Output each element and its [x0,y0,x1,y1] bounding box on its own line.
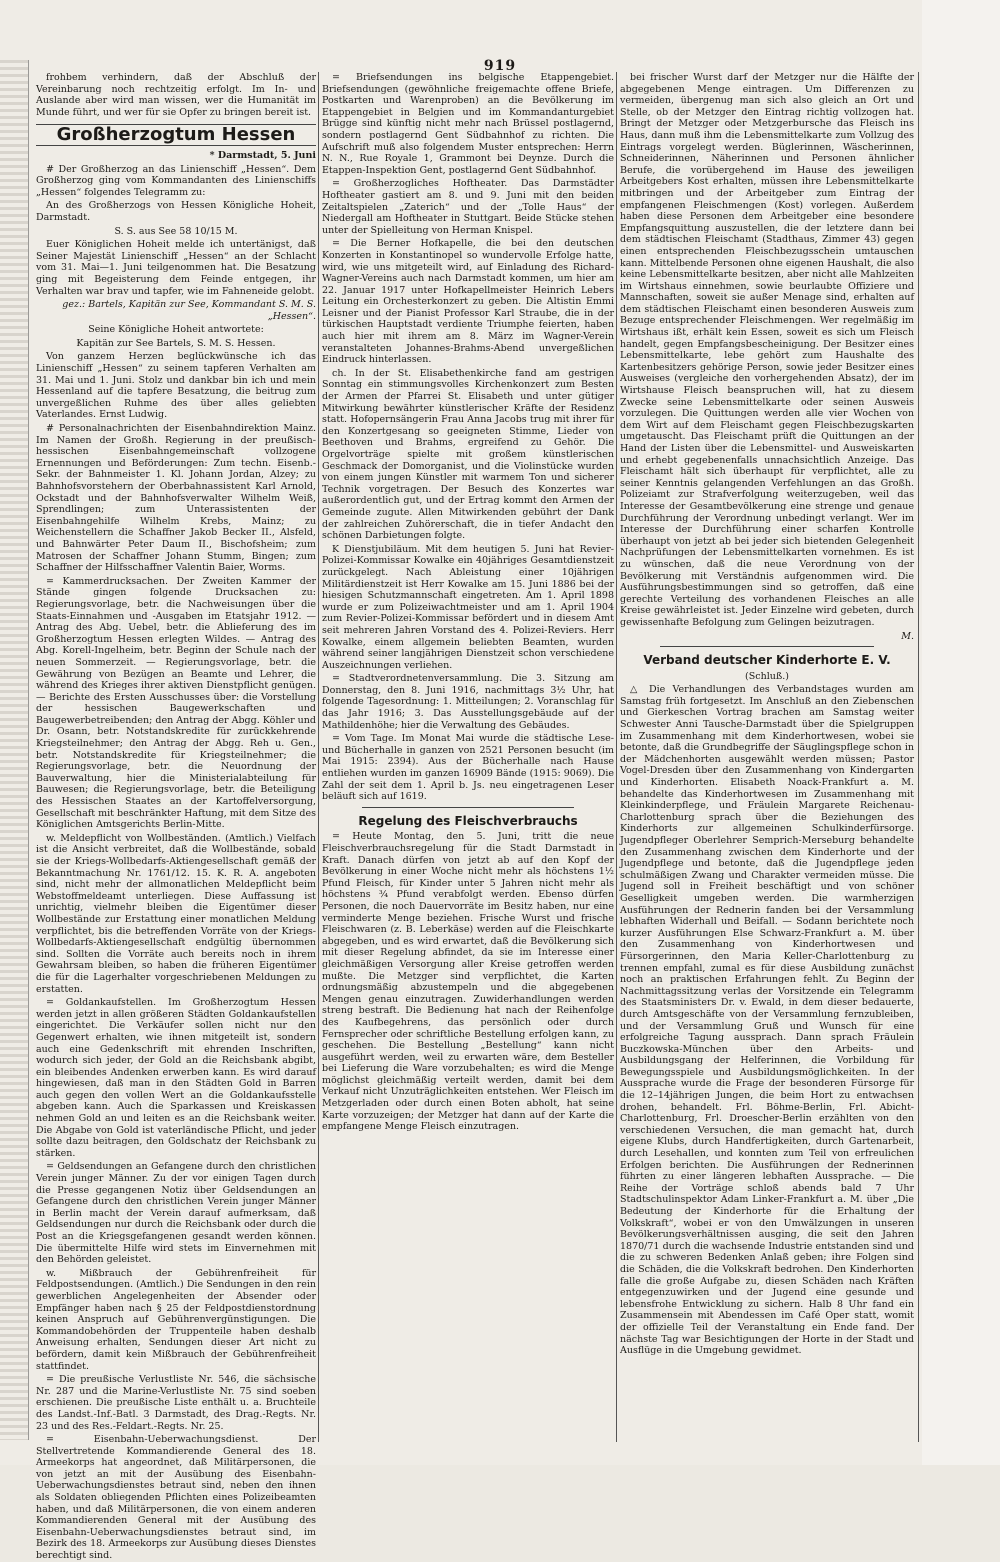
article-text: = Goldankaufstellen. Im Großherzogtum Hessen werden jetzt in allen größeren Städten Goldankaufstellen eingerichtet. Die Verkäufer sollen nicht nur den Gegenwert erhalten, wie ihnen mitgeteilt ist, sondern auch eine Gedenkschrift mit ehrenden Inschriften, wodurch sich jeder, der Gold an die Reichsbank abgibt, ein bleibendes Andenken erwerben kann. Es wird darauf hingewiesen, daß man in den Städten Gold in Barren auch gegen den vollen Wert an die Goldankaufsstelle abgeben kann. Auch die Sparkassen und Kreiskassen nehmen Gold an und leiten es an die Reichsbank weiter. Die Abgabe von Gold ist vaterländische Pflicht, und jeder sollte dazu beitragen, den Goldschatz der Reichsbank zu stärken. [36,997,316,1159]
column-1 [36,72,316,1562]
divider [362,807,574,808]
article-text: Von ganzem Herzen beglückwünsche ich das Linienschiff „Hessen“ zu seinem tapferen Verhalten am 31. Mai und 1. Juni. Stolz und dankbar bin ich und mein Hessenland auf die tapfere Besatzung, die beitrug zum unvergeßlichen Ruhme des über alles geliebten Vaterlandes. Ernst Ludwig. [36,351,316,421]
article-text: = Großherzogliches Hoftheater. Das Darmstädter Hoftheater gastiert am 8. und 9. Juni mit den beiden Zeitaltspielen „Zaterich“ und der „Tolle Haus“ der Niedergall am Hoftheater in Stuttgart. Beide Stücke stehen unter der Spielleitung von Herman Knispel. [322,178,614,236]
article-heading: Verband deutscher Kinderhorte E. V. [643,653,891,668]
column-rule [616,72,617,1442]
article-text: S. S. aus See 58 10/15 M. [114,225,238,237]
column-rule [918,72,919,1442]
column-2 [322,72,614,1442]
article-text: △ Die Verhandlungen des Verbandstages wurden am Samstag früh fortgesetzt. Im Anschluß an den Ziebenschen und Gierkeschen Vortrag brachen am Samstag weiter Schwester Anni Tausche-Darmstadt über die Spielgruppen im Zusammenhang mit dem Kinderhortwesen, wobei sie betonte, daß die Grundbegriffe der Säuglingspflege schon in der Mädchenhorten ausgewählt werden müssen; Pastor Vogel-Dresden über den Zusammenhang von Kindergarten und Kinderhorten. Elisabeth Noack-Frankfurt a. M. behandelte das Kinderhortwesen im Zusammenhang mit Kleinkinderpflege, und Fräulein Margarete Reichenau-Charlottenburg sprach über die Beziehungen des Kinderhorts zur allgemeinen Schulkinderfürsorge. Jugendpfleger Oberlehrer Semprich-Merseburg behandelte den Zusammenhang zwischen dem Kinderhorte und der Jugendpflege und betonte, daß die Jugendpflege jeden schulmäßigen Zwang und Charakter vermeiden müsse. Die Jugend soll in Freiheit beschäftigt und von schöner Geselligkeit umgeben werden. Die warmherzigen Ausführungen der Rednerin fanden bei der Versammlung lebhaften Widerhall und Beifall. — Sodann berichtete noch kurzer Ausführungen Else Schwarz-Frankfurt a. M. über den Zusammenhang von Kinderhortwesen und Fürsorgerinnen, den Maria Keller-Charlottenburg zu trennen empfahl, zumal es für diese Ausbildung zunächst noch an praktischen Erfahrungen fehlt. Zu Beginn der Nachmittagssitzung verlas der Vorsitzende ein Telegramm des Staatsministers Dr. v. Ewald, in dem dieser bedauerte, durch Amtsgeschäfte von der Versammlung fernzubleiben, und der Versammlung Gruß und Wunsch für eine erfolgreiche Tagung aussprach. Dann sprach Fräulein Buczkowska-München über den Arbeits- und Ausbildungsgang der Helferinnen, die Vorbildung für Bewegungsspiele und Ausbildungsmöglichkeiten. In der Aussprache wurde die Frage der besonderen Fürsorge für die 12–14jährigen Jungen, die beim Hort zu entwachsen drohen, behandelt. Frl. Böhme-Berlin, Frl. Abicht-Charlottenburg, Frl. Droescher-Berlin erzählten von den verschiedenen Versuchen, die man gemacht hat, durch eigene Klubs, durch Handfertigkeiten, durch Gartenarbeit, durch Lesehallen, und konnten zum Teil von erfreulichen Erfolgen berichten. Die Ausführungen der Rednerinnen führten zu einer längeren lebhaften Aussprache. — Die Reihe der Vorträge schloß abends bald 7 Uhr Stadtschulinspektor Adam Linker-Frankfurt a. M. über „Die Bedeutung der Kinderhorte für die Erhaltung der Volkskraft“, wobei er von den Umwälzungen in unseren Bevölkerungsverhältnissen ausging, die seit den Jahren 1870/71 durch die wachsende Industrie entstanden sind und die zu schweren Bedenken Anlaß geben; ihre Folgen sind die Schäden, die die Volkskraft bedrohen. Den Kinderhorten falle die große Aufgabe zu, diesen Schäden nach Kräften entgegenzuwirken und der Jugend eine gesunde und lebensfrohe Entwicklung zu sichern. Halb 8 Uhr fand ein Zusammensein mit Abendessen im Café Oper statt, womit der offizielle Teil der Veranstaltung ein Ende fand. Der nächste Tag war Besichtigungen der Horte in der Stadt und Ausflüge in die Umgebung gewidmet. [620,684,914,1357]
article-text: = Die preußische Verlustliste Nr. 546, die sächsische Nr. 287 und die Marine-Verlustliste Nr. 75 sind soeben erschienen. Die preußische Liste enthält u. a. Bruchteile des Landst.-Inf.-Batl. 3 Darmstadt, des Drag.-Regts. Nr. 23 und des Res.-Feldart.-Regts. Nr. 25. [36,1374,316,1432]
article-subheading: (Schluß.) [745,670,789,682]
article-text: = Stadtverordnetenversammlung. Die 3. Sitzung am Donnerstag, den 8. Juni 1916, nachmittags 3½ Uhr, hat folgende Tagesordnung: 1. Mitteilungen; 2. Voranschlag für das Jahr 1916; 3. Das Ausstellungsgebäude auf der Mathildenhöhe; hier die Verwaltung des Gebäudes. [322,673,614,731]
article-text: = Kammerdrucksachen. Der Zweiten Kammer der Stände gingen folgende Drucksachen zu: Regierungsvorlage, betr. die Nachweisungen über die Staats-Einnahmen und -Ausgaben im Etatsjahr 1912. — Antrag des Abg. Uebel, betr. die Ablieferung des im Großherzogtum Hessen erlegten Wildes. — Antrag des Abg. Korell-Ingelheim, betr. Beginn der Schule nach der neuen Sommerzeit. — Regierungsvorlage, betr. die Gewährung von Bezügen an Beamte und Lehrer, die während des Krieges ihrer aktiven Dienstpflicht genügen. — Berichte des Ersten Ausschusses über: die Vorstellung der hessischen Baugewerkschaften und Baugewerbetreibenden; den Antrag der Abgg. Köhler und Dr. Osann, betr. Notstandskredite für zurückkehrende Kriegsteilnehmer; den Antrag der Abgg. Reh u. Gen., betr. Notstandskredite für Kriegsteilnehmer; die Regierungsvorlage, betr. die Neuordnung der Bauverwaltung, hier die Ministerialabteilung für Bauwesen; die Regierungsvorlage, betr. die Beteiligung des Hessischen Staates an der Kartoffelversorgung, Gesellschaft mit beschränkter Haftung, mit dem Sitze des Königlichen Amtsgerichts Berlin-Mitte. [36,575,316,831]
author-initial: M. [901,630,914,642]
article-text: frohbem verhindern, daß der Abschluß der Vereinbarung noch rechtzeitig erfolgt. Im In- und Auslande aber wird man wissen, wer die Humanität im Munde führt, und wer für sie Opfer zu bringen bereit ist. [36,72,316,118]
article-text: = Die Berner Hofkapelle, die bei den deutschen Konzerten in Konstantinopel so wundervolle Erfolge hatte, wird, wie uns mitgeteilt wird, auf Einladung des Richard-Wagner-Vereins auch nach Darmstadt kommen, um hier am 22. Januar 1917 unter Hofkapellmeister Heinrich Lebers Leitung ein Orchesterkonzert zu geben. Die Altistin Emmi Leisner und der Pianist Professor Karl Straube, die in der türkischen Hauptstadt verdiente Triumphe feierten, haben auch hier mit ihrem am 8. März im Wagner-Verein veranstalteten Johannes-Brahms-Abend unvergeßlichen Eindruck hinterlassen. [322,238,614,366]
signature-line: gez.: Bartels, Kapitän zur See, Kommandant S. M. S. „Hessen“. [62,299,316,322]
article-text: ch. In der St. Elisabethenkirche fand am gestrigen Sonntag ein stimmungsvolles Kirchenkonzert zum Besten der Armen der Pfarrei St. Elisabeth und unter gütiger Mitwirkung bewährter künstlerischer Kräfte der Residenz statt. Hofopernsängerin Frau Anna Jacobs trug mit ihrer für den Konzertgesang so geeigneten Stimme, Lieder von Beethoven und Brahms, ergreifend zu Gehör. Die Orgelvorträge spielte mit großem künstlerischen Geschmack der Domorganist, und die Violinstücke wurden von einem jungen Künstler mit warmem Ton und sicherer Technik vorgetragen. Der Besuch des Konzertes war außerordentlich gut, und der Ertrag kommt den Armen der Gemeinde zugute. Allen Mitwirkenden gebührt der Dank der zahlreichen Zuhörerschaft, die in tiefer Andacht den schönen Darbietungen folgte. [322,367,614,542]
article-text: Kapitän zur See Bartels, S. M. S. Hessen. [76,337,276,349]
adjacent-page-edge [0,60,29,1440]
article-text: = Heute Montag, den 5. Juni, tritt die neue Fleischverbrauchsregelung für die Stadt Darmstadt in Kraft. Danach dürfen von jetzt ab auf den Kopf der Bevölkerung in einer Woche nicht mehr als höchstens 1½ Pfund Fleisch, für Kinder unter 5 Jahren nicht mehr als höchstens ¾ Pfund verabfolgt werden. Ebenso dürfen Personen, die noch Dauervorräte im Besitz haben, nur eine verminderte Menge beziehen. Frische Wurst und frische Fleischwaren (z. B. Leberkäse) werden auf die Fleischkarte abgegeben, und es wird erwartet, daß die Bevölkerung sich mit dieser Regelung abfindet, da sie im Interesse einer gleichmäßigen Versorgung aller Kreise getroffen werden mußte. Die Metzger sind verpflichtet, die Karten ordnungsmäßig abzustempeln und die abgegebenen Mengen genau einzutragen. Zuwiderhandlungen werden streng bestraft. Die Bedienung hat nach der Reihenfolge des Kaufbegehrens, das persönlich oder durch Fernsprecher oder schriftliche Bestellung erfolgen kann, zu geschehen. Die Bestellung „Bestellung“ kann nicht ausgeführt werden, weil zu erwarten wäre, dem Besteller bei Lieferung die Ware vorzubehalten; es wird die Menge möglichst gleichmäßig verteilt werden, damit bei dem Verkauf nicht Unzuträglichkeiten entstehen. Wer Fleisch im Metzgerladen oder durch einen Boten abholt, hat seine Karte vorzuzeigen; der Metzger hat dann auf der Karte die empfangene Menge Fleisch einzutragen. [322,831,614,1133]
article-text: = Vom Tage. Im Monat Mai wurde die städtische Lese- und Bücherhalle in ganzen von 2521 Personen besucht (im Mai 1915: 2394). Aus der Bücherhalle nach Hause entliehen wurden im ganzen 16909 Bände (1915: 9069). Die Zahl der seit dem 1. April b. Js. neu eingetragenen Leser beläuft sich auf 1619. [322,733,614,803]
article-text: Euer Königlichen Hoheit melde ich untertänigst, daß Seiner Majestät Linienschiff „Hessen“ an der Schlacht vom 31. Mai—1. Juni teilgenommen hat. Die Besatzung ging mit Begeisterung dem Feinde entgegen, ihr Verhalten war brav und tapfer, wie im Fahneneide gelobt. [36,239,316,297]
page-margin [922,0,1000,1465]
article-text: w. Mißbrauch der Gebührenfreiheit für Feldpostsendungen. (Amtlich.) Die Sendungen in den rein gewerblichen Angelegenheiten der Absender oder Empfänger haben nach § 25 der Feldpostdienstordnung keinen Anspruch auf Gebührenvergünstigungen. Die Kommandobehörden der Truppenteile haben deshalb Anweisung erhalten, Sendungen dieser Art nicht zu befördern, damit kein Mißbrauch der Gebührenfreiheit stattfindet. [36,1267,316,1372]
article-text: = Eisenbahn-Ueberwachungsdienst. Der Stellvertretende Kommandierende General des 18. Armeekorps hat angeordnet, daß Militärpersonen, die von jetzt an mit der Ausübung des Eisenbahn-Ueberwachungsdienstes betraut sind, neben den ihnen als Soldaten obliegenden Pflichten eines Polizeibeamten haben, und daß Militärpersonen, die von einem anderen Kommandierenden General mit der Ausübung des Eisenbahn-Ueberwachungsdienstes betraut sind, im Bezirk des 18. Armeekorps zur Ausübung dieses Dienstes berechtigt sind. [36,1434,316,1562]
section-heading: Großherzogtum Hessen [36,124,316,146]
column-3 [620,72,914,1442]
article-text: bei frischer Wurst darf der Metzger nur die Hälfte der abgegebenen Menge eintragen. Um Differenzen zu vermeiden, übergenug man sich also gleich an Ort und Stelle, ob der Metzger den Eintrag richtig vollzogen hat. Bringt der Metzger oder Metzgerbursche das Fleisch ins Haus, dann muß ihm die Lebensmittelkarte zum Vollzug des Eintrags vorgelegt werden. Büglerinnen, Wäscherinnen, Schneiderinnen, Näherinnen und Personen ähnlicher Berufe, die vorübergehend im Hause des jeweiligen Arbeitgebers Kost erhalten, müssen ihre Lebensmittelkarte mitbringen und der Arbeitgeber zum Eintrag der empfangenen Fleischmengen (Kost) vorlegen. Außerdem haben diese Personen dem Arbeitgeber eine besondere Empfangsquittung auszustellen, die der letztere dann bei dem städtischen Fleischamt (Stadthaus, Zimmer 43) gegen einen entsprechenden Fleischbezugsschein umtauschen kann. Mittelbende Personen ohne eigenen Haushalt, die also keine Lebensmittelkarte besitzen, aber nicht alle Mahlzeiten im Wirtshaus einnehmen, sowie beurlaubte Offiziere und Mannschaften, soweit sie außer Menage sind, erhalten auf dem städtischen Fleischamt einen besonderen Ausweis zum Bezuge entsprechender Fleischmengen. Wer regelmäßig im Wirtshaus ißt, erhält kein Essen, soweit es sich um Fleisch handelt, gegen Empfangsbescheinigung. Der Besitzer eines Lebensmittelkarte, lebe gehört zum Haushalte des Kartenbesitzers gehörige Person, sowie jeder Besitzer eines Ausweises (vergleiche den vorhergehenden Absatz), der im Wirtshause Fleisch beanspruchen will, hat zu diesem Zwecke seine Lebensmittelkarte oder seinen Ausweis vorzulegen. Die Quittungen werden alle vier Wochen von dem Wirt auf dem Fleischamt gegen Fleischbezugskarten umgetauscht. Das Fleischamt prüft die Quittungen an der Hand der Listen über die Lebensmittel- und Ausweiskarten und erhebt gegebenenfalls unnachsichtlich Anzeige. Das Fleischamt hält sich überhaupt für verpflichtet, alle zu seiner Kenntnis gelangenden Verfehlungen an das Großh. Polizeiamt zur Strafverfolgung weiterzugeben, weil das Interesse der Gesamtbevölkerung eine strenge und genaue Durchführung der Verordnung unbedingt verlangt. Wer im Interesse der Durchführung einer scharfen Kontrolle überhaupt von jetzt ab bei jeder sich bietenden Gelegenheit Nachprüfungen der Lebensmittelkarten vornehmen. Es ist zu wünschen, daß die neue Verordnung von der Bevölkerung mit Verständnis aufgenommen wird. Die Ausführungsbestimmungen sind so getroffen, daß eine gerechte Verteilung des vorhandenen Fleisches an alle Kreise gewährleistet ist. Jeder Einzelne wird gebeten, durch gewissenhafte Befolgung zum Gelingen beizutragen. [620,72,914,628]
page-number: 919 [483,58,517,74]
article-text: Seine Königliche Hoheit antwortete: [88,324,264,336]
article-text: # Der Großherzog an das Linienschiff „Hessen“. Dem Großherzog ging vom Kommandanten des Linienschiffs „Hessen“ folgendes Telegramm zu: [36,163,316,198]
article-text: K Dienstjubiläum. Mit dem heutigen 5. Juni hat Revier-Polizei-Kommissar Kowalke ein 40jähriges Gesamtdienstzeit zurückgelegt. Nach Ableistung einer 10jährigen Militärdienstzeit ist Herr Kowalke am 15. Juni 1886 bei der hiesigen Schutzmannschaft eingetreten. Am 1. April 1898 wurde er zum Polizeiwachtmeister und am 1. April 1904 zum Revier-Polizei-Kommissar befördert und in diesem Amt seit mehreren Jahren Vorstand des 4. Polizei-Reviers. Herr Kowalke, einem allgemein beliebten Beamten, wurden während seiner langjährigen Dienstzeit schon verschiedene Auszeichnungen verliehen. [322,543,614,671]
article-text: = Geldsendungen an Gefangene durch den christlichen Verein junger Männer. Zu der vor einigen Tagen durch die Presse gegangenen Notiz über Geldsendungen an Gefangene durch den christlichen Verein junger Männer in Berlin macht der Verein darauf aufmerksam, daß Geldsendungen nur durch die Reichsbank oder durch die Post an die Kriegsgefangenen gesandt werden können. Die übermittelte Hilfe wird stets im Einvernehmen mit den Behörden geleistet. [36,1161,316,1266]
article-text: An des Großherzogs von Hessen Königliche Hoheit, Darmstadt. [36,200,316,223]
dateline: * Darmstadt, 5. Juni [209,149,316,161]
divider [660,646,874,647]
column-rule [318,72,319,1442]
article-heading: Regelung des Fleischverbrauchs [358,813,578,828]
article-text: w. Meldepflicht von Wollbeständen. (Amtlich.) Vielfach ist die Ansicht verbreitet, daß die Wollbestände, sobald sie der Kriegs-Wollbedarfs-Aktiengesellschaft gemäß der Bekanntmachung Nr. 1761/12. 15. K. R. A. angeboten sind, nicht mehr der allmonatlichen Meldepflicht beim Webstoffmeldeamt unterliegen. Diese Auffassung ist unrichtig, vielmehr bleiben die Eigentümer dieser Wollbestände zur Erstattung einer monatlichen Meldung verpflichtet, bis die betreffenden Vorräte von der Kriegs-Wollbedarfs-Aktiengesellschaft endgültig übernommen sind. Sollten die Vorräte auch bereits noch in ihrem Gewahrsam bleiben, so haben die früheren Eigentümer die für die Lagerhalter vorgeschriebenen Meldungen zu erstatten. [36,832,316,995]
article-text: # Personalnachrichten der Eisenbahndirektion Mainz. Im Namen der Großh. Regierung in der preußisch-hessischen Eisenbahngemeinschaft vollzogene Ernennungen und Beförderungen: Zum techn. Eisenb.-Sekr. der Bahnmeister 1. Kl. Johann Jordan, Alzey; zu Bahnhofsvorstehern der Oberbahnassistent Karl Arnold, Ockstadt und der Bahnhofsverwalter Wilhelm Weiß, Sprendlingen; zum Unterassistenten der Eisenbahngehilfe Wilhelm Krebs, Mainz; zu Weichenstellern die Schaffner Jakob Becker II., Alsfeld, und Bahnwärter Peter Daum II., Bischofsheim; zum Matrosen der Schaffner Johann Stumm, Bingen; zum Schaffner der Hilfsschaffner Valentin Baier, Worms. [36,423,316,574]
article-text: = Briefsendungen ins belgische Etappengebiet. Briefsendungen (gewöhnliche freigemachte offene Briefe, Postkarten und Warenproben) an die Bevölkerung im Etappengebiet in Belgien und im Kommandanturgebiet Brügge sind künftig nicht mehr nach Brüssel postlagernd, sondern postlagernd Gent Südbahnhof zu richten. Die Aufschrift muß also folgendem Muster entsprechen: Herrn N. N., Rue Royale 1, Grammont bei Deynze. Durch die Etappen-Inspektion Gent, postlagernd Gent Südbahnhof. [322,72,614,176]
